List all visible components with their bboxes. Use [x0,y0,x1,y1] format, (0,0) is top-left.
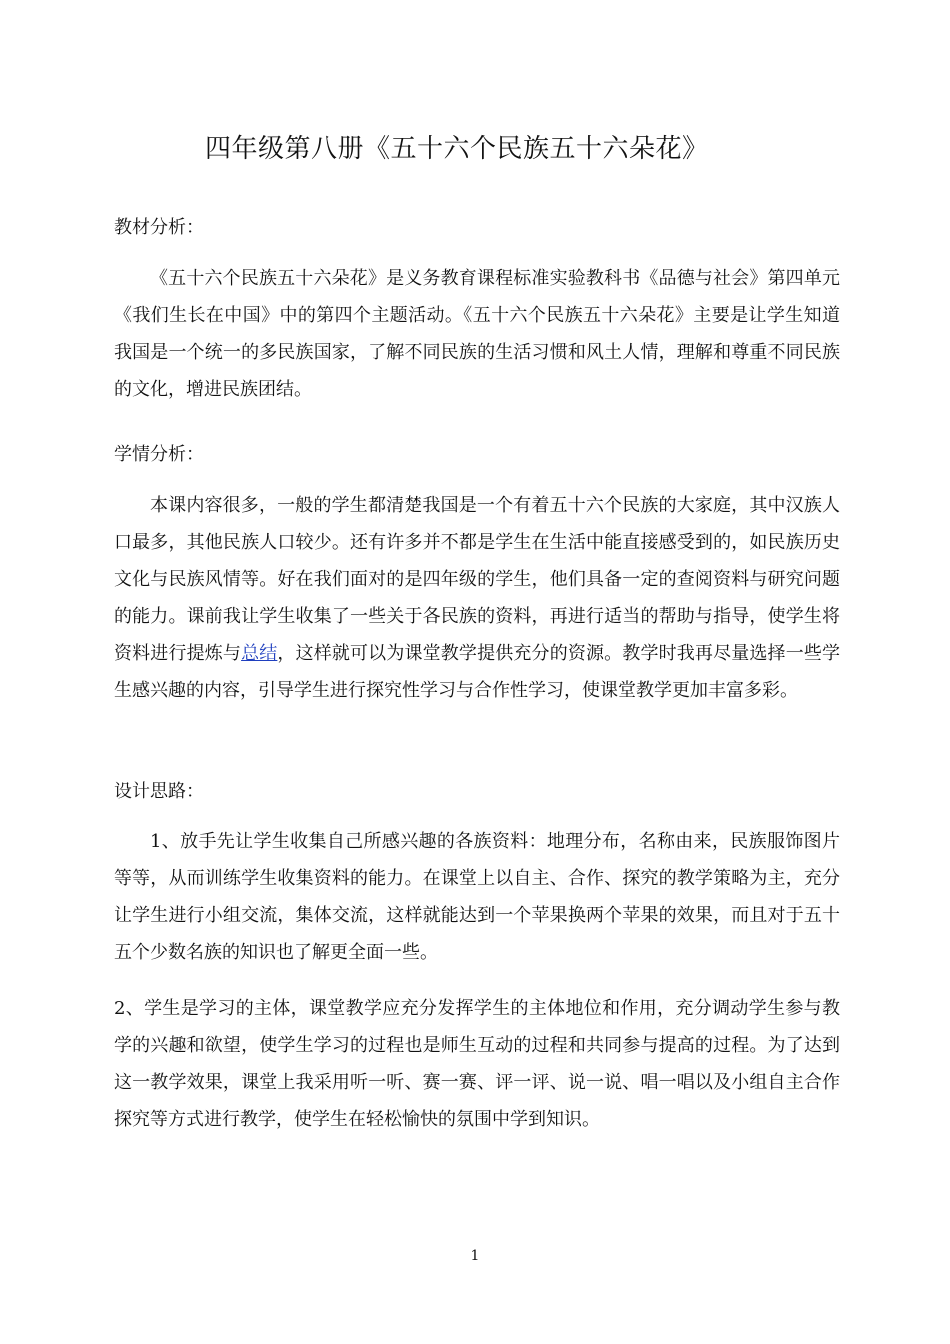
summary-link[interactable]: 总结 [241,643,278,664]
paragraph-students-text-2: ，这样就可以为课堂教学提供充分的资源。教学时我再尽量选择一些学生感兴趣的内容，引导学生进行探究性学习与合作性学习，使课堂教学更加丰富多彩。 [114,643,841,701]
document-title: 四年级第八册《五十六个民族五十六朵花》 [205,134,709,164]
paragraph-students [114,487,840,709]
section-heading-design: 设计思路： [114,781,204,802]
paragraph-students-text-1: 本课内容很多，一般的学生都清楚我国是一个有着五十六个民族的大家庭，其中汉族人口最多，其他民族人口较少。还有许多并不都是学生在生活中能直接感受到的，如民族历史文化与民族风情等。好在我们面对的是四年级的学生，他们具备一定的查阅资料与研究问题的能力。课前我让学生收集了一些关于各民族的资料，再进行适当的帮助与指导，使学生将资料进行提炼与 [114,495,840,664]
section-heading-material: 教材分析： [114,217,204,238]
paragraph-material: 《五十六个民族五十六朵花》是义务教育课程标准实验教科书《品德与社会》第四单元《我们生长在中国》中的第四个主题活动。《五十六个民族五十六朵花》主要是让学生知道我国是一个统一的多民族国家，了解不同民族的生活习惯和风土人情，理解和尊重不同民族的文化，增进民族团结。 [114,268,840,400]
paragraph-design-point-2: 2、学生是学习的主体，课堂教学应充分发挥学生的主体地位和作用，充分调动学生参与教学的兴趣和欲望，使学生学习的过程也是师生互动的过程和共同参与提高的过程。为了达到这一教学效果，课堂上我采用听一听、赛一赛、评一评、说一说、唱一唱以及小组自主合作探究等方式进行教学，使学生在轻松愉快的氛围中学到知识。 [114,998,840,1130]
section-heading-students: 学情分析： [114,444,204,465]
paragraph-design-point-1: 1、放手先让学生收集自己所感兴趣的各族资料：地理分布，名称由来，民族服饰图片等等，从而训练学生收集资料的能力。在课堂上以自主、合作、探究的教学策略为主，充分让学生进行小组交流，集体交流，这样就能达到一个苹果换两个苹果的效果，而且对于五十五个少数名族的知识也了解更全面一些。 [114,831,840,963]
page-number: 1 [470,1248,480,1264]
